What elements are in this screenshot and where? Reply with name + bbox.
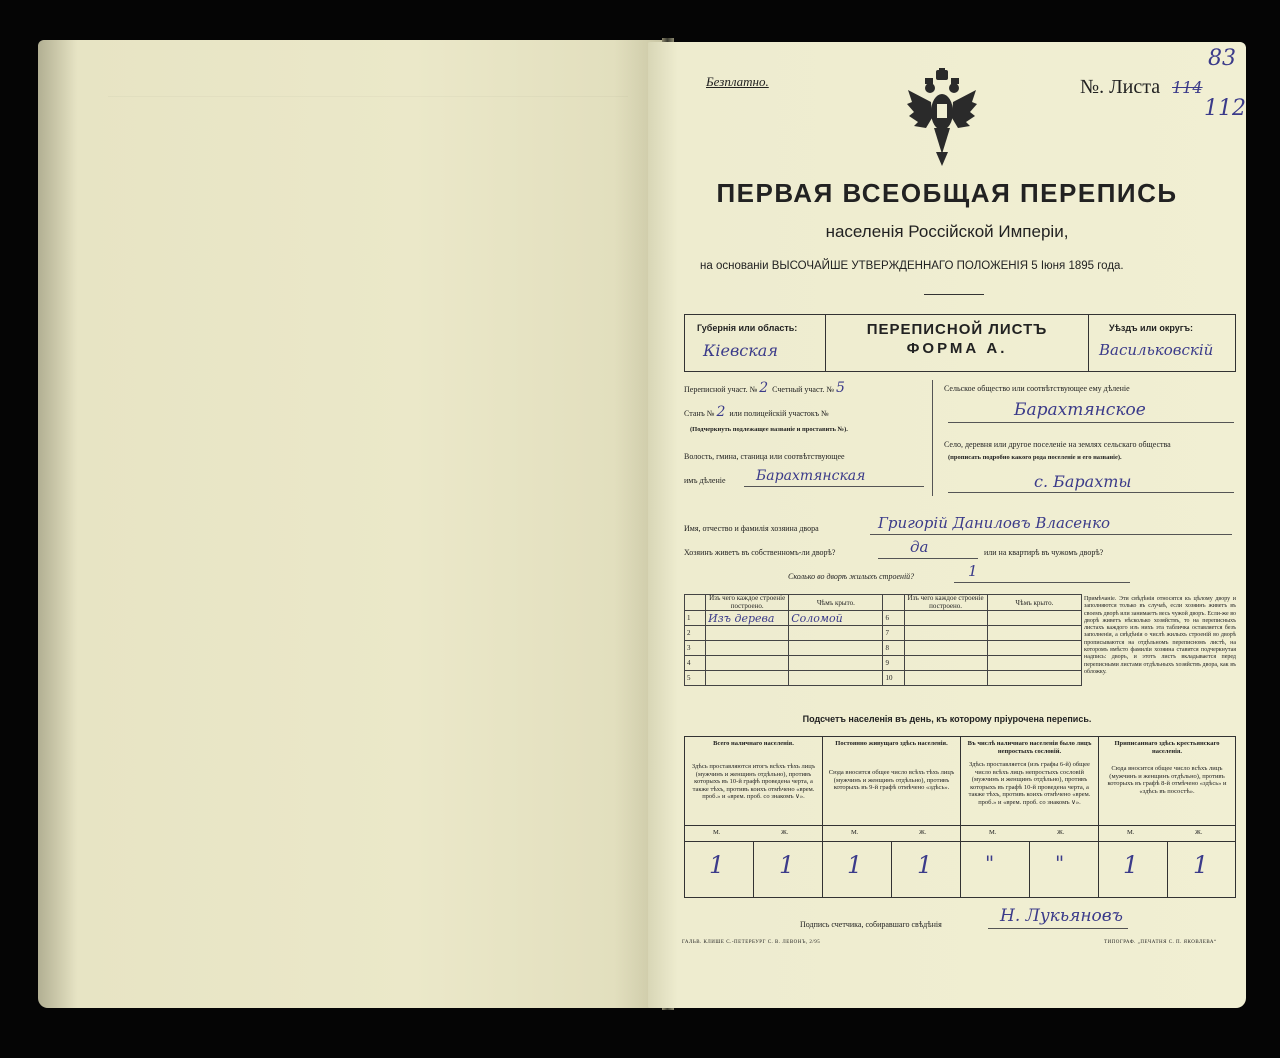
perepisnoy-row xyxy=(684,380,845,396)
row-number: 8 xyxy=(883,641,904,656)
own-yard-label: Хозяинъ живетъ въ собственномъ-ли дворѣ? xyxy=(684,548,836,557)
basis-date: 5 Іюня 1895 года. xyxy=(1031,260,1124,272)
census-form-page xyxy=(648,42,1246,1008)
perepisnoy-value: 2 xyxy=(759,380,769,396)
police-label: или полицейскій участокъ № xyxy=(729,409,829,418)
summary-group-desc: Здѣсь проставляются итогъ всѣхъ тѣхъ лицъ (мужчинъ и женщинъ отдѣльно), противъ которыхъ въ 10-й графѣ проведена черта, а также тѣхъ, противъ коихъ отмѣчено «врем. проб.» и «врем. проб. со знакомъ ∨». xyxy=(691,763,816,800)
female-label: Ж. xyxy=(919,829,927,836)
female-count: " xyxy=(1055,851,1065,875)
row-number: 7 xyxy=(883,626,904,641)
female-label: Ж. xyxy=(781,829,789,836)
basis-line xyxy=(700,260,1124,272)
male-count: " xyxy=(985,851,995,875)
table-row xyxy=(685,656,1082,671)
buildings-col-material-2: Изъ чего каждое строеніе построено. xyxy=(904,595,987,611)
society-underline xyxy=(948,422,1234,423)
summary-group xyxy=(685,737,823,897)
sheet-number-label: №. Листа xyxy=(1080,76,1161,98)
female-label: Ж. xyxy=(1057,829,1065,836)
form-main-title: ПЕРВАЯ ВСЕОБЩАЯ ПЕРЕПИСЬ xyxy=(716,178,1178,208)
female-count: 1 xyxy=(917,851,933,879)
village-value: с. Барахты xyxy=(1034,472,1132,491)
roof-cell: Соломой xyxy=(789,611,883,626)
buildings-col-roof: Чѣмъ крыто. xyxy=(789,595,883,611)
male-label: М. xyxy=(989,829,997,836)
society-label: Сельское общество или соотвѣтствующее ему дѣленіе xyxy=(944,384,1130,393)
volost-label: Волость, гмина, станица или соотвѣтствующее xyxy=(684,452,845,461)
stan-value: 2 xyxy=(716,404,726,420)
buildings-underline xyxy=(954,582,1130,583)
perepisnoy-label: Переписной участ. № xyxy=(684,385,758,394)
row-number: 10 xyxy=(883,671,904,686)
schetny-label: Счетный участ. № xyxy=(772,385,835,394)
table-row xyxy=(685,626,1082,641)
material-cell: Изъ дерева xyxy=(706,611,789,626)
free-label: Безплатно. xyxy=(706,74,769,89)
row-number: 2 xyxy=(685,626,706,641)
summary-group-title: Всего наличнаго населенія. xyxy=(713,740,794,747)
village-label: Село, деревня или другое поселеніе на землях сельскаго общества xyxy=(944,440,1171,449)
uezd-cell xyxy=(1089,315,1235,371)
row-number: 4 xyxy=(685,656,706,671)
summary-group-desc: Здѣсь проставляется (изъ графы 6-й) общее число всѣхъ лицъ непростыхъ сословій (мужчинъ и женщинъ отдѣльно), противъ которыхъ въ графѣ 10-й проведена черта, а также тѣхъ, противъ коихъ отмѣчено «врем. проб.» и «врем. проб. со знакомъ ∨». xyxy=(968,761,1091,806)
sheet-number-value: 112 xyxy=(1204,96,1246,121)
row-number: 3 xyxy=(685,641,706,656)
double-headed-eagle-emblem xyxy=(906,68,978,168)
guberniya-value: Кіевская xyxy=(703,341,778,360)
sheet-number-struck: 114 xyxy=(1172,78,1203,97)
signature-label: Подпись счетчика, собиравшаго свѣдѣнія xyxy=(800,920,942,929)
row-number: 5 xyxy=(685,671,706,686)
rented-label: или на квартирѣ въ чужомъ дворѣ? xyxy=(984,548,1104,557)
summary-group-desc: Сюда вносится общее число всѣхъ тѣхъ лицъ (мужчинъ и женщинъ отдѣльно), противъ которыхъ въ 9-й графѣ отмѣчено «здѣсь». xyxy=(828,769,955,791)
society-value: Барахтянское xyxy=(1014,400,1146,420)
buildings-table xyxy=(684,594,1082,686)
schetny-value: 5 xyxy=(836,380,845,396)
blank-left-page xyxy=(38,40,664,1008)
male-count: 1 xyxy=(1123,851,1139,879)
basis-caps: ВЫСОЧАЙШЕ УТВЕРЖДЕННАГО ПОЛОЖЕНІЯ xyxy=(771,260,1029,272)
stan-label: Станъ № xyxy=(684,409,715,418)
open-census-book xyxy=(30,38,1252,1010)
guberniya-cell xyxy=(685,315,826,371)
male-count: 1 xyxy=(709,851,725,879)
buildings-label: Сколько во дворѣ жилыхъ строеній? xyxy=(788,572,915,581)
table-row xyxy=(685,641,1082,656)
owner-underline xyxy=(870,534,1232,535)
form-letter: ФОРМА А. xyxy=(906,340,1008,357)
buildings-col-material: Изъ чего каждое строеніе построено. xyxy=(706,595,789,611)
owner-value: Григорій Даниловъ Власенко xyxy=(878,514,1111,532)
summary-group-title: Въ числѣ наличнаго населенія было лицъ непростыхъ сословій. xyxy=(967,740,1092,755)
uezd-label: Уѣздъ или округъ: xyxy=(1109,323,1194,333)
summary-group-title: Приписаннаго здѣсь крестьянскаго населенія. xyxy=(1114,740,1220,755)
row-number: 9 xyxy=(883,656,904,671)
buildings-value: 1 xyxy=(968,562,978,580)
volost-label-2: имъ дѣленіе xyxy=(684,476,726,485)
table-row xyxy=(685,671,1082,686)
volost-value: Барахтянская xyxy=(756,468,866,484)
stan-row xyxy=(684,404,829,420)
summary-group-desc: Сюда вносится общее число всѣхъ лицъ (мужчинъ и женщинъ отдѣльно), противъ которыхъ въ графѣ 8-й отмѣчено «здѣсь» и «здѣсь въ посостѣ». xyxy=(1107,765,1227,795)
district-fields xyxy=(684,380,933,496)
enumerator-signature: Н. Лукьяновъ xyxy=(1000,906,1124,926)
female-count: 1 xyxy=(1193,851,1209,879)
female-label: Ж. xyxy=(1195,829,1203,836)
guberniya-label: Губернія или область: xyxy=(697,323,798,333)
row-number: 6 xyxy=(883,611,904,626)
owner-label: Имя, отчество и фамилія хозяина двора xyxy=(684,524,819,533)
footer-left: ГАЛЬВ. КЛИШЕ С.-ПЕТЕРБУРГ С. В. ЛЕВОНЪ, 2/95 xyxy=(682,940,821,945)
male-label: М. xyxy=(713,829,721,836)
female-count: 1 xyxy=(779,851,795,879)
basis-prefix: на основаніи xyxy=(700,260,769,272)
volost-underline xyxy=(744,486,924,487)
page-shadow xyxy=(38,40,78,1008)
own-yard-underline xyxy=(878,558,978,559)
form-title: ПЕРЕПИСНОЙ ЛИСТЪ xyxy=(866,321,1048,338)
male-count: 1 xyxy=(847,851,863,879)
row-number: 1 xyxy=(685,611,706,626)
bleed-through xyxy=(108,96,628,357)
summary-table xyxy=(684,736,1236,898)
uezd-value: Васильковскій xyxy=(1099,341,1214,359)
table-row xyxy=(685,611,1082,626)
own-yard-value: да xyxy=(910,538,929,556)
form-title-cell xyxy=(826,315,1089,371)
village-note: (прописать подробно какого рода поселеніе и его названіе). xyxy=(948,454,1122,461)
buildings-note: Примѣчаніе. Эти свѣдѣнія относятся къ цѣлому двору и заполняются только въ случаѣ, если хозяинъ живетъ въ своемъ дворѣ или занимаетъ весь чужой дворъ. Если-же во дворѣ живетъ нѣсколько хозяйствъ, то на переписныхъ листахъ каждого изъ нихъ эта табличка оставляется безъ заполненія, а свѣдѣнія о числѣ жилыхъ строеній во дворѣ прописываются на отдѣльномъ переписномъ листѣ, на которомъ вмѣсто фамиліи хозяина ставится подчеркнутая надпись: дворъ, и этотъ листъ вкладывается перед переписными листами отдѣльныхъ хозяйствъ двора, как въ обложку. xyxy=(1084,596,1236,675)
summary-group xyxy=(961,737,1099,897)
signature-underline xyxy=(988,928,1128,929)
footer-right: ТИПОГРАФ. „ПЕЧАТНЯ С. П. ЯКОВЛЕВА“ xyxy=(1104,940,1217,945)
header-box xyxy=(684,314,1236,372)
village-underline xyxy=(948,492,1234,493)
male-label: М. xyxy=(1127,829,1135,836)
male-label: М. xyxy=(851,829,859,836)
summary-heading: Подсчетъ населенія въ день, къ которому пріурочена перепись. xyxy=(802,714,1092,724)
underline-note: (Подчеркнуть подлежащее названіе и проставить №). xyxy=(690,426,848,433)
form-subtitle: населенія Россійской Имперіи, xyxy=(825,222,1069,241)
ornament-divider xyxy=(924,294,984,295)
summary-group xyxy=(1099,737,1235,897)
summary-group-title: Постоянно живущаго здѣсь населенія. xyxy=(835,740,948,747)
buildings-col-roof-2: Чѣмъ крыто. xyxy=(987,595,1081,611)
archive-folio-number: 83 xyxy=(1208,46,1236,71)
summary-group xyxy=(823,737,961,897)
